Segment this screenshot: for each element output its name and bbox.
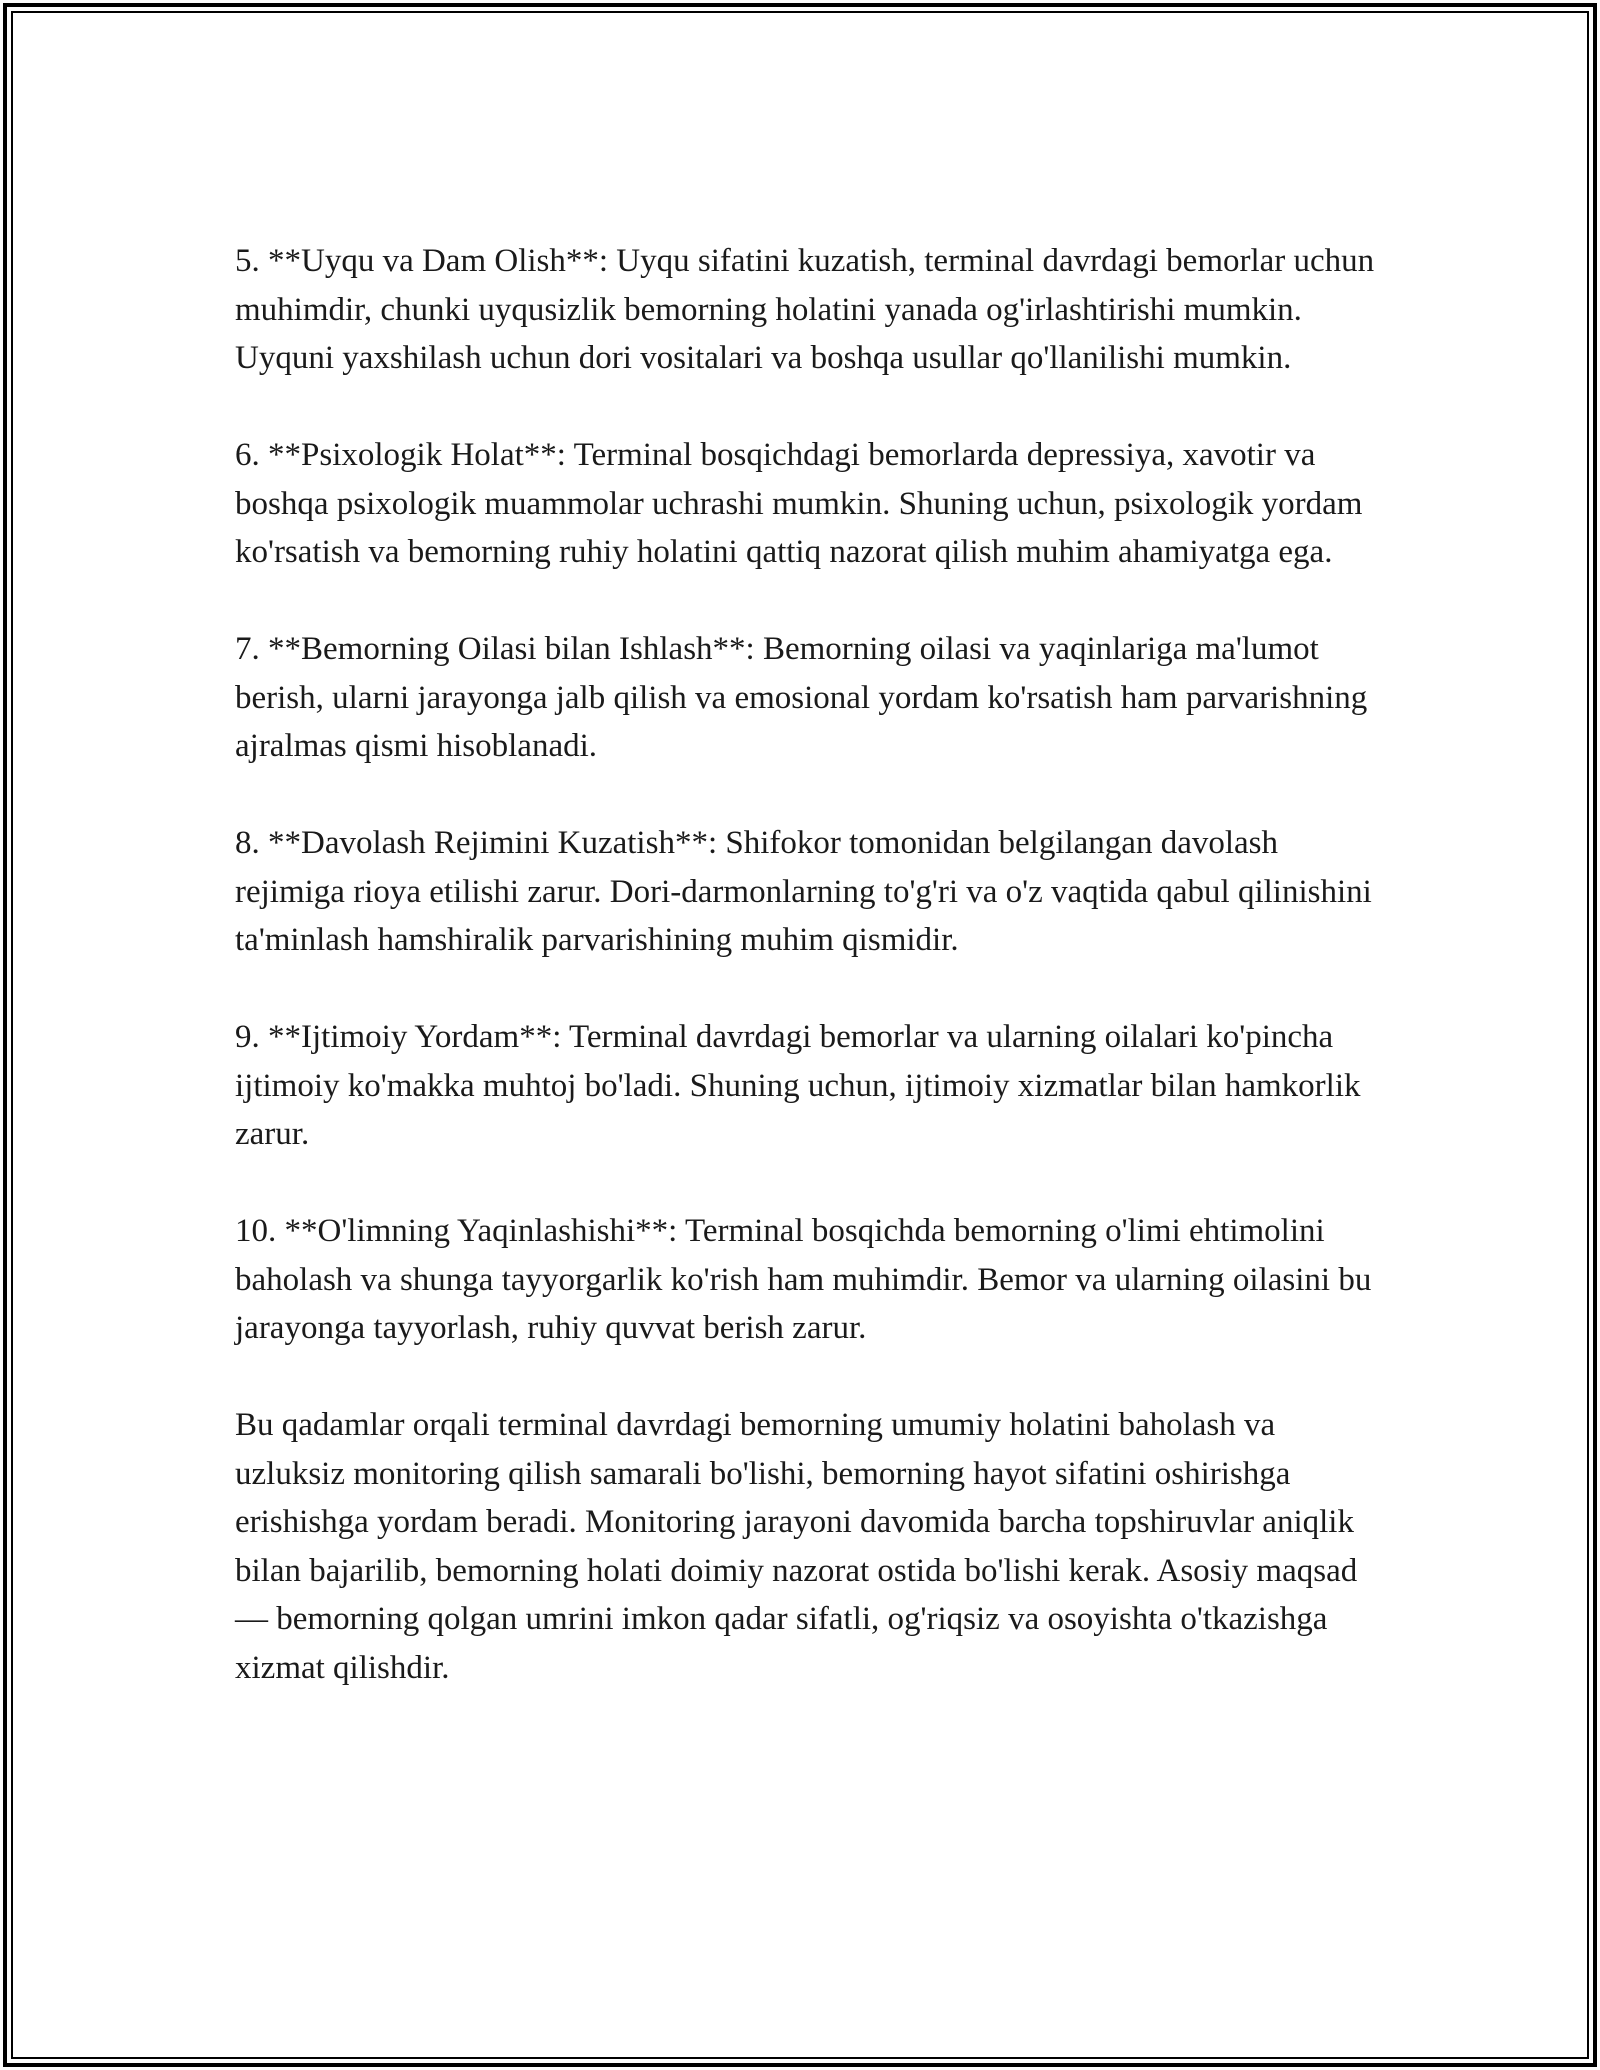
paragraph-approaching-death: 10. **O'limning Yaqinlashishi**: Terminal bosqichda bemorning o'limi ehtimolini baholash va shunga tayyorgarlik ko'rish ham muhimdir. Bemor va ularning oilasini bu jarayonga tayyorlash, ruhiy quvvat berish zarur. (235, 1213, 1372, 1346)
paragraph-treatment-regimen: 8. **Davolash Rejimini Kuzatish**: Shifokor tomonidan belgilangan davolash rejimiga rioya etilishi zarur. Dori-darmonlarning to'g'ri va o'z vaqtida qabul qilinishini ta'minlash hamshiralik parvarishining muhim qismidir. (235, 825, 1372, 958)
paragraph-sleep-rest: 5. **Uyqu va Dam Olish**: Uyqu sifatini kuzatish, terminal davrdagi bemorlar uchun muhimdir, chunki uyqusizlik bemorning holatini yanada og'irlashtirishi mumkin. Uyquni yaxshilash uchun dori vositalari va boshqa usullar qo'llanilishi mumkin. (235, 243, 1375, 376)
paragraph-family-work: 7. **Bemorning Oilasi bilan Ishlash**: Bemorning oilasi va yaqinlariga ma'lumot berish, ularni jarayonga jalb qilish va emosional yordam ko'rsatish ham parvarishning ajralmas qismi hisoblanadi. (235, 631, 1368, 764)
paragraph-psychological-state: 6. **Psixologik Holat**: Terminal bosqichdagi bemorlarda depressiya, xavotir va boshqa psixologik muammolar uchrashi mumkin. Shuning uchun, psixologik yordam ko'rsatish va bemorning ruhiy holatini qattiq nazorat qilish muhim ahamiyatga ega. (235, 437, 1363, 570)
paragraph-conclusion: Bu qadamlar orqali terminal davrdagi bemorning umumiy holatini baholash va uzluksiz monitoring qilish samarali bo'lishi, bemorning hayot sifatini oshirishga erishishga yordam beradi. Monitoring jarayoni davomida barcha topshiruvlar aniqlik bilan bajarilib, bemorning holati doimiy nazorat ostida bo'lishi kerak. Asosiy maqsad — bemorning qolgan umrini imkon qadar sifatli, og'riqsiz va osoyishta o'tkazishga xizmat qilishdir. (235, 1407, 1358, 1686)
paragraph-social-support: 9. **Ijtimoiy Yordam**: Terminal davrdagi bemorlar va ularning oilalari ko'pincha ijtimoiy ko'makka muhtoj bo'ladi. Shuning uchun, ijtimoiy xizmatlar bilan hamkorlik zarur. (235, 1019, 1361, 1152)
document-body (235, 237, 1385, 1692)
